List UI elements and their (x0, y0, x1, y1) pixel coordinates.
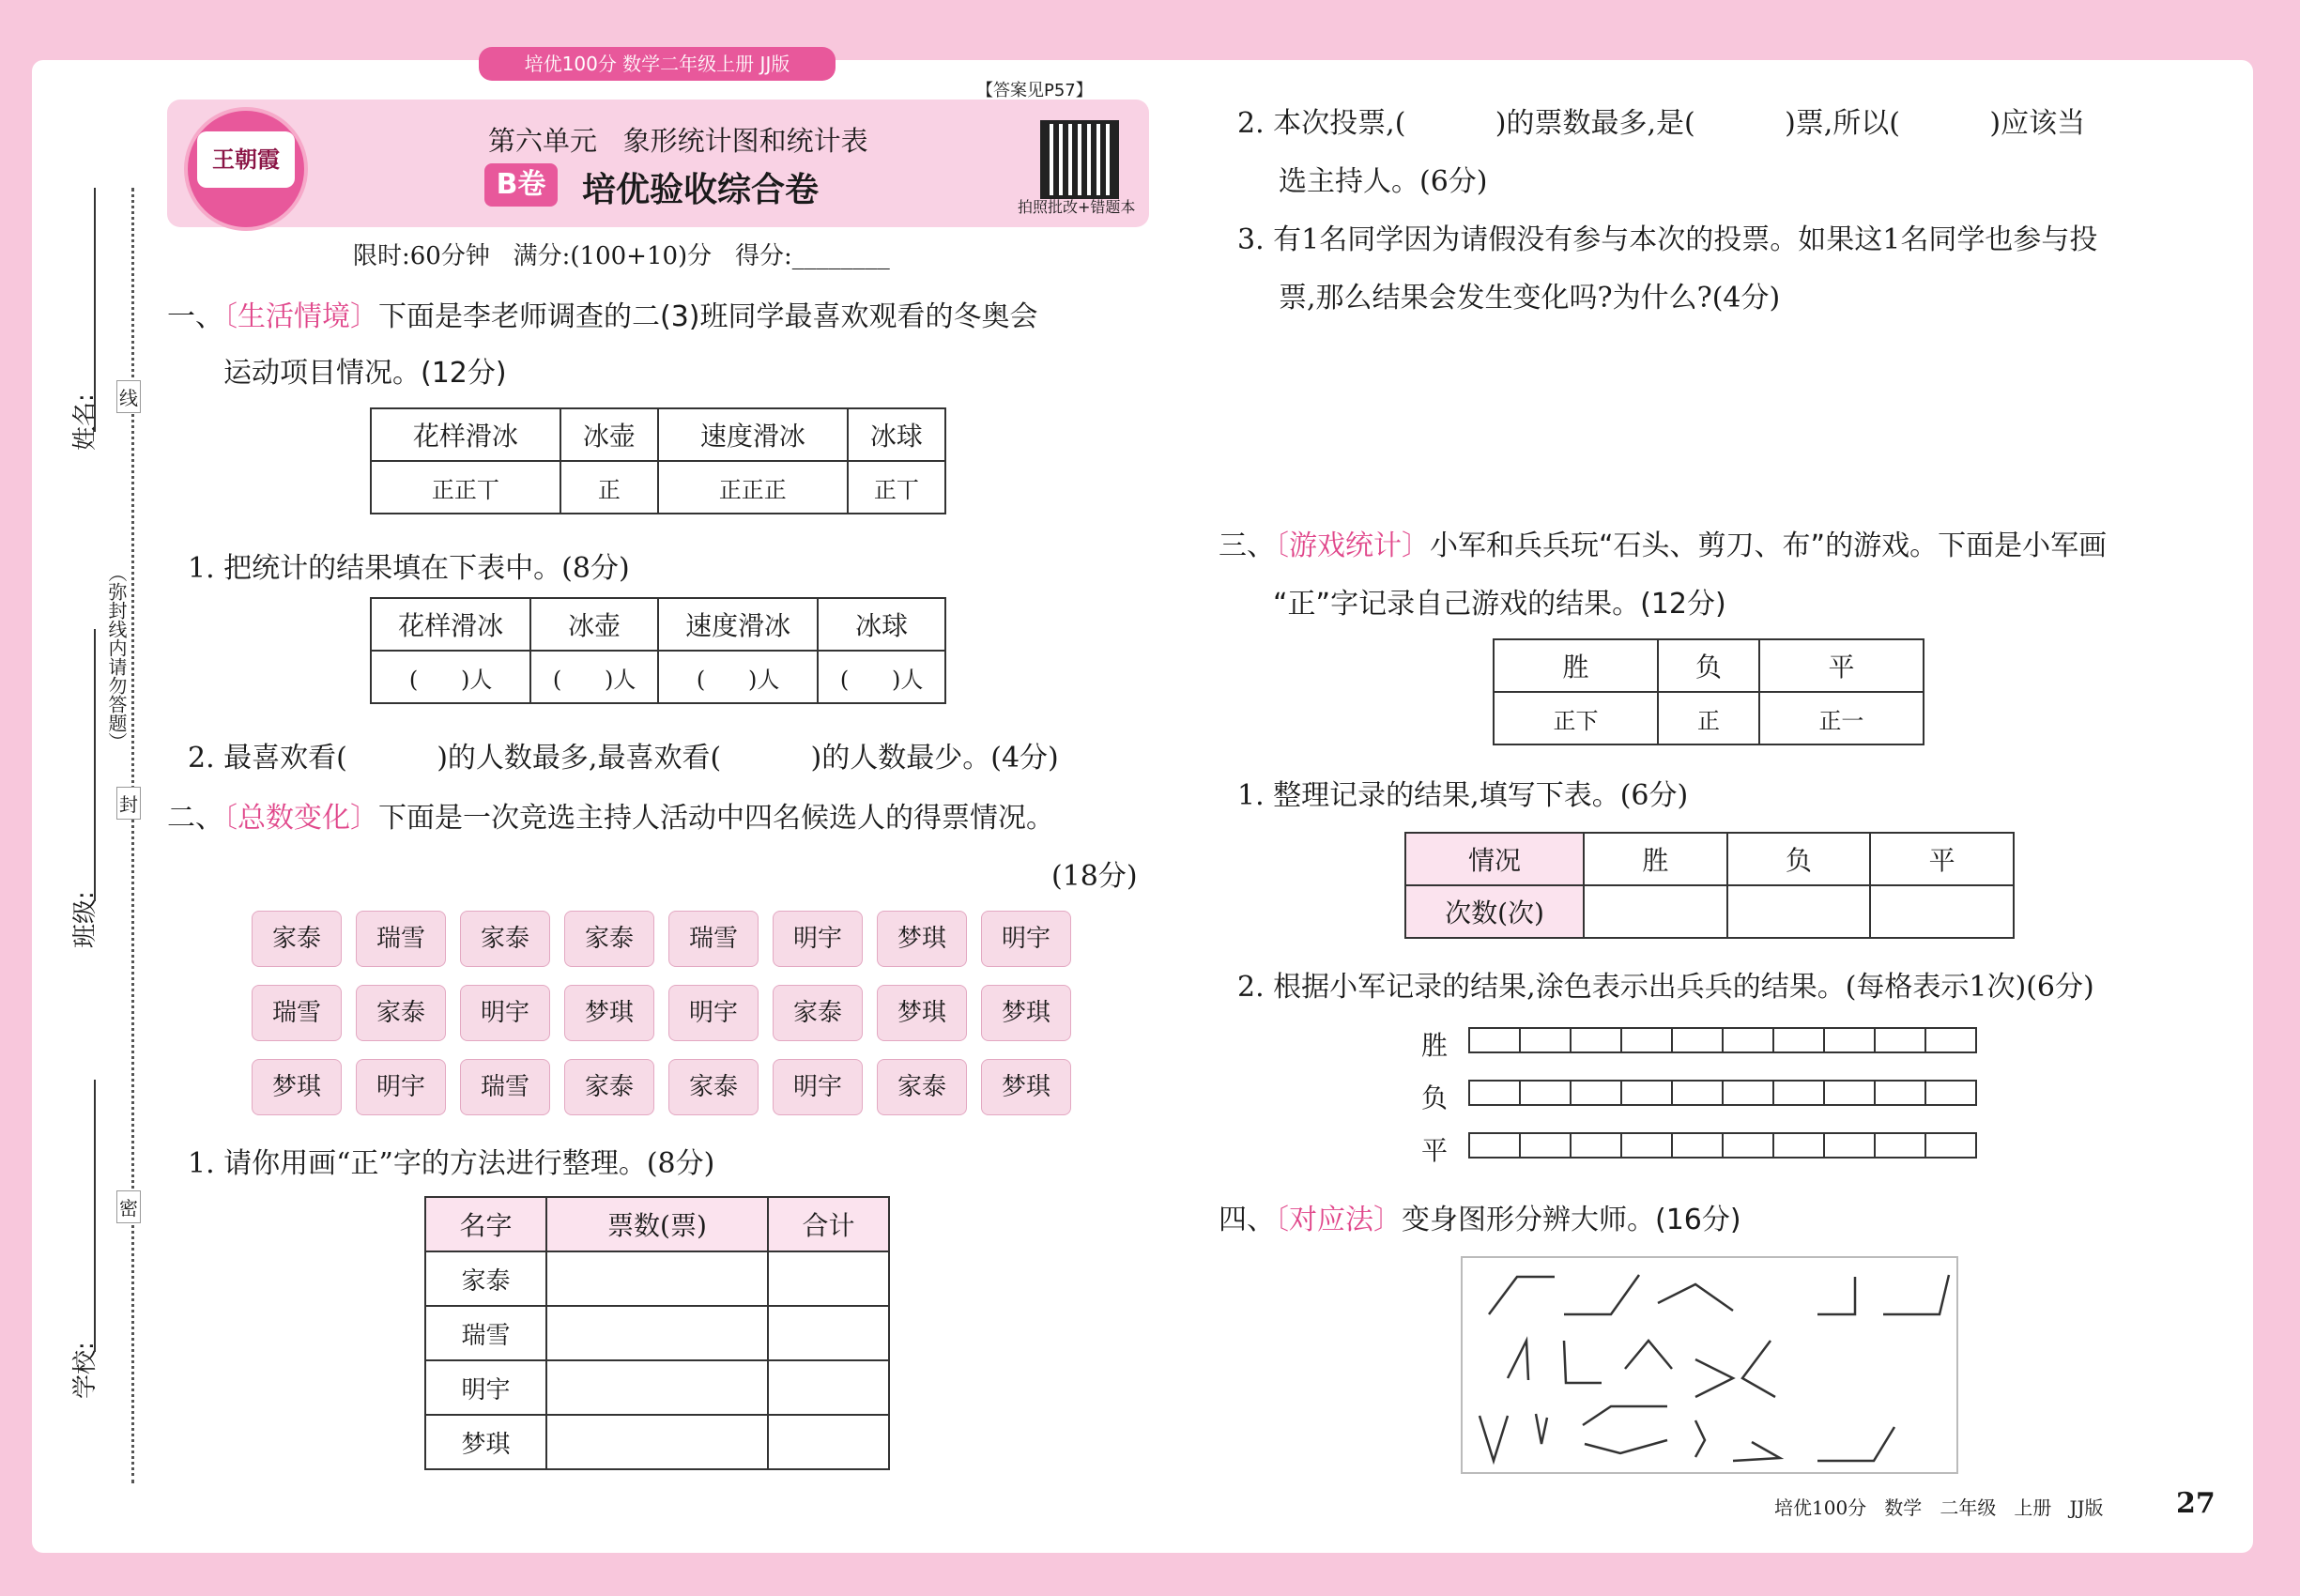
tally-cell: 正正正 (658, 461, 848, 514)
vote-ticket: 家泰 (564, 1059, 654, 1115)
volume-badge: B卷 (484, 163, 558, 207)
s3-q1: 1. 整理记录的结果,填写下表。(6分) (1237, 779, 1689, 812)
count-blank[interactable]: ( )人 (658, 651, 818, 703)
angle-figures[interactable] (1461, 1256, 1958, 1474)
s3-q2: 2. 根据小军记录的结果,涂色表示出兵兵的结果。(每格表示1次)(6分) (1237, 971, 2094, 1004)
vote-ticket: 明宇 (356, 1059, 446, 1115)
total-input-cell[interactable] (768, 1415, 889, 1469)
answer-ref: 【答案见P57】 (976, 81, 1093, 100)
vote-ticket: 瑞雪 (460, 1059, 550, 1115)
s2-q3-line2: 票,那么结果会发生变化吗?为什么?(4分) (1279, 282, 1781, 315)
summary-header: 票数(票) (546, 1197, 768, 1251)
count-row-label: 次数(次) (1405, 885, 1584, 938)
s1-heading-line2: 运动项目情况。(12分) (223, 357, 507, 390)
vote-ticket: 家泰 (877, 1059, 967, 1115)
count-header: 速度滑冰 (658, 598, 818, 651)
count-header: 平 (1870, 833, 2014, 885)
game-tally-table (1493, 638, 1924, 745)
vote-ticket: 瑞雪 (252, 985, 342, 1041)
summary-name: 瑞雪 (425, 1306, 546, 1360)
vote-ticket: 梦琪 (981, 985, 1071, 1041)
total-input-cell[interactable] (768, 1306, 889, 1360)
seal-mark-line: 线 (116, 380, 141, 413)
s1-q2: 2. 最喜欢看( )的人数最多,最喜欢看( )的人数最少。(4分) (188, 742, 1059, 775)
count-blank[interactable]: ( )人 (530, 651, 658, 703)
vote-ticket: 明宇 (460, 985, 550, 1041)
vote-ticket: 梦琪 (252, 1059, 342, 1115)
s2-q1: 1. 请你用画“正”字的方法进行整理。(8分) (188, 1147, 715, 1180)
vote-ticket: 家泰 (773, 985, 863, 1041)
tally-input-cell[interactable] (546, 1251, 768, 1306)
s3-tag: 〔游戏统计〕 (1275, 529, 1430, 562)
vote-ticket: 明宇 (773, 911, 863, 967)
s3-heading-line2: “正”字记录自己游戏的结果。(12分) (1273, 588, 1726, 621)
count-input-cell[interactable] (1584, 885, 1727, 938)
count-header: 情况 (1405, 833, 1584, 885)
class-underline (94, 629, 96, 901)
bar-label-lose: 负 (1421, 1082, 1449, 1113)
count-header: 花样滑冰 (371, 598, 530, 651)
side-name-label: 姓名: (71, 393, 100, 451)
vote-ticket: 梦琪 (981, 1059, 1071, 1115)
qr-caption: 拍照批改+错题本 (1018, 198, 1136, 216)
qr-code-icon (1040, 120, 1119, 199)
vote-summary-table (424, 1196, 890, 1470)
game-header: 负 (1658, 639, 1759, 692)
count-input-cell[interactable] (1727, 885, 1871, 938)
vote-ticket: 家泰 (564, 911, 654, 967)
count-input-cell[interactable] (1870, 885, 2014, 938)
meta-line: 限时:60分钟 满分:(100+10)分 得分:________ (353, 242, 890, 270)
vote-ticket: 瑞雪 (356, 911, 446, 967)
seal-mark-seal: 封 (116, 787, 141, 820)
vote-ticket: 家泰 (356, 985, 446, 1041)
vote-ticket: 梦琪 (564, 985, 654, 1041)
game-header: 胜 (1494, 639, 1658, 692)
total-input-cell[interactable] (768, 1360, 889, 1415)
count-table (370, 597, 946, 704)
s2-q2-line2: 选主持人。(6分) (1279, 165, 1488, 198)
vote-ticket: 瑞雪 (668, 911, 759, 967)
tally-header: 花样滑冰 (371, 408, 560, 461)
tally-table (370, 407, 946, 514)
series-banner: 培优100分 数学二年级上册 JJ版 (479, 47, 836, 81)
s1-q1: 1. 把统计的结果填在下表中。(8分) (188, 552, 630, 585)
vote-ticket: 梦琪 (877, 911, 967, 967)
s1-heading: 一、〔生活情境〕下面是李老师调查的二(3)班同学最喜欢观看的冬奥会 (167, 300, 1038, 333)
s2-heading: 二、〔总数变化〕下面是一次竞选主持人活动中四名候选人的得票情况。 (167, 802, 1054, 835)
seal-note: （弥封线内请勿答题） (105, 563, 128, 751)
vote-ticket: 梦琪 (877, 985, 967, 1041)
side-class-label: 班级: (71, 891, 100, 948)
tally-header: 冰壶 (560, 408, 658, 461)
tally-cell: 正 (560, 461, 658, 514)
s2-tag: 〔总数变化〕 (223, 802, 378, 835)
tally-input-cell[interactable] (546, 1415, 768, 1469)
s4-tag: 〔对应法〕 (1275, 1204, 1402, 1236)
side-school-label: 学校: (71, 1342, 100, 1399)
summary-name: 明宇 (425, 1360, 546, 1415)
tally-header: 速度滑冰 (658, 408, 848, 461)
unit-title: 第六单元 象形统计图和统计表 (488, 125, 868, 157)
tally-input-cell[interactable] (546, 1306, 768, 1360)
bar-label-win: 胜 (1421, 1030, 1449, 1061)
tally-input-cell[interactable] (546, 1360, 768, 1415)
vote-ticket: 家泰 (668, 1059, 759, 1115)
summary-header: 名字 (425, 1197, 546, 1251)
total-input-cell[interactable] (768, 1251, 889, 1306)
count-blank[interactable]: ( )人 (818, 651, 945, 703)
s1-tag: 〔生活情境〕 (223, 300, 378, 333)
count-header: 胜 (1584, 833, 1727, 885)
vote-ticket: 明宇 (981, 911, 1071, 967)
game-tally: 正 (1658, 692, 1759, 744)
bar-row-win[interactable] (1468, 1027, 1975, 1057)
bar-row-lose[interactable] (1468, 1080, 1975, 1110)
vote-ticket: 家泰 (252, 911, 342, 967)
count-header: 负 (1727, 833, 1871, 885)
bar-row-draw[interactable] (1468, 1132, 1975, 1162)
vote-ticket: 家泰 (460, 911, 550, 967)
s2-q2: 2. 本次投票,( )的票数最多,是( )票,所以( )应该当 (1237, 107, 2086, 140)
bar-label-draw: 平 (1421, 1135, 1449, 1166)
game-tally: 正下 (1494, 692, 1658, 744)
logo-text: 王朝霞 (212, 146, 280, 173)
page-number: 27 (2176, 1487, 2216, 1520)
vote-ticket: 明宇 (773, 1059, 863, 1115)
vote-ticket: 明宇 (668, 985, 759, 1041)
exam-title: 培优验收综合卷 (582, 171, 820, 209)
summary-name: 家泰 (425, 1251, 546, 1306)
s3-heading: 三、〔游戏统计〕小军和兵兵玩“石头、剪刀、布”的游戏。下面是小军画 (1219, 529, 2108, 562)
school-underline (94, 1080, 96, 1352)
game-header: 平 (1759, 639, 1924, 692)
s4-heading: 四、〔对应法〕变身图形分辨大师。(16分) (1219, 1204, 1741, 1236)
count-blank[interactable]: ( )人 (371, 651, 530, 703)
tally-header: 冰球 (848, 408, 945, 461)
tally-cell: 正正丅 (371, 461, 560, 514)
game-count-table (1404, 832, 2015, 939)
tally-cell: 正丅 (848, 461, 945, 514)
name-underline (94, 188, 96, 432)
summary-header: 合计 (768, 1197, 889, 1251)
summary-name: 梦琪 (425, 1415, 546, 1469)
footer-series: 培优100分 数学 二年级 上册 JJ版 (1774, 1496, 2104, 1519)
s2-score: (18分) (1051, 860, 1138, 893)
s2-q3: 3. 有1名同学因为请假没有参与本次的投票。如果这1名同学也参与投 (1237, 223, 2098, 256)
count-header: 冰球 (818, 598, 945, 651)
game-tally: 正一 (1759, 692, 1924, 744)
seal-mark-mi: 密 (116, 1190, 141, 1223)
count-header: 冰壶 (530, 598, 658, 651)
